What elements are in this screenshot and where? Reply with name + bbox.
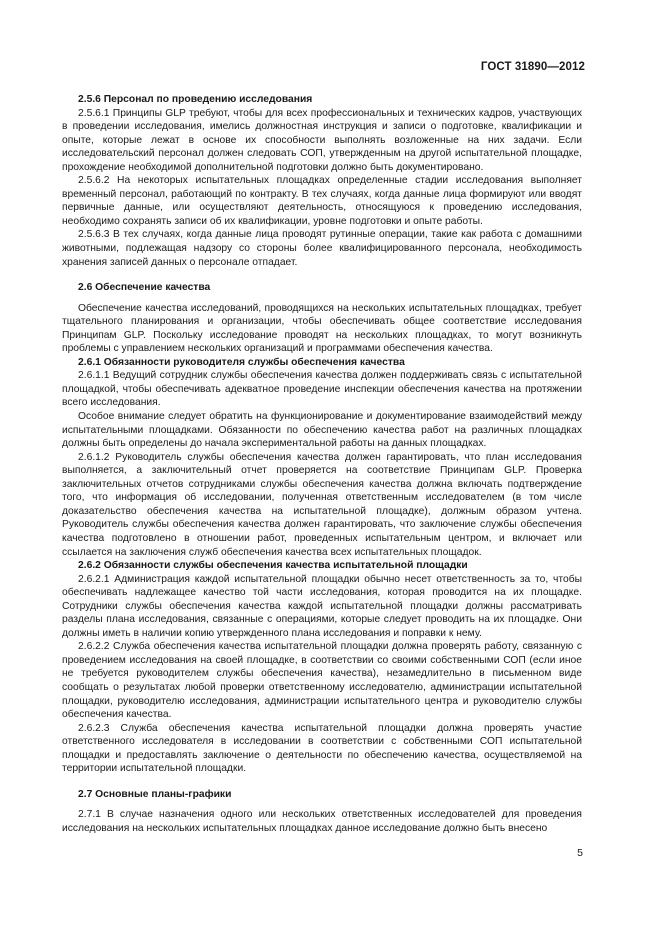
paragraph-2-6-1-1: 2.6.1.1 Ведущий сотрудник службы обеспечения качества должен поддерживать связь с испытательной площадкой, чтобы обеспечивать адекватное проведение инспекции обеспечения качества на протяжении всего исследования. — [62, 370, 582, 409]
paragraph-2-6-1-1-note: Особое внимание следует обратить на функционирование и документирование взаимодействий между испытательными площадками. Обязанности по обеспечению качества работ на различных площадках должны быть определены до начала экспериментальной работы на данных площадках. — [62, 411, 582, 450]
section-heading-2-6-2: 2.6.2 Обязанности службы обеспечения качества испытательной площадки — [78, 560, 468, 572]
document-body — [62, 93, 582, 835]
paragraph-2-6-intro: Обеспечение качества исследований, проводящихся на нескольких испытательных площадках, требует тщательного планирования и организации, чтобы обеспечивать общее соответствие исследования Принципам GLP. Поскольку исследование проводят на нескольких площадках, то могут возникнуть проблемы с управлением нескольких организаций и программами обеспечения качества. — [62, 302, 582, 355]
paragraph-2-6-2-2: 2.6.2.2 Служба обеспечения качества испытательной площадки должна проверять работу, связанную с проведением исследования на своей площадке, в соответствии со своими собственными СОП (если иное не требуется руководителем службы обеспечения качества), незамедлительно в письменном виде сообщать о результатах любой проверки ответственному исследователю, администрации испытательной площадки, руководителю исследования, администрации испытательного центра и руководителю службы обеспечения качества. — [62, 641, 582, 721]
paragraph-2-5-6-2: 2.5.6.2 На некоторых испытательных площадках определенные стадии исследования выполняет временный персонал, работающий по контракту. В тех случаях, когда данные лица формируют или вводят первичные данные, или осуществляют деятельность, относящуюся к проведению исследования, необходимо сохранять записи об их квалификации, уровне подготовки и опыте работы. — [62, 175, 582, 227]
paragraph-2-7-1: 2.7.1 В случае назначения одного или нескольких ответственных исследователей для проведения исследования на нескольких испытательных площадках данное исследование должно быть внесено — [62, 809, 582, 834]
paragraph-2-5-6-3: 2.5.6.3 В тех случаях, когда данные лица проводят рутинные операции, такие как работа с домашними животными, подлежащая надзору со стороны более квалифицированного персонала, необходимость хранения записей данных о персонале отпадает. — [62, 229, 582, 268]
paragraph-2-5-6-1: 2.5.6.1 Принципы GLP требуют, чтобы для всех профессиональных и технических кадров, участвующих в проведении исследования, имелись должностная инструкция и записи о подготовке, квалификации и опыте, которые лежат в основе их способности выполнять возложенные на них задачи. Если исследовательский персонал должен следовать СОП, утвержденным на другой испытательной площадке, прохождение необходимой дополнительной подготовки должно быть документировано. — [62, 107, 582, 173]
section-heading-2-7: 2.7 Основные планы-графики — [78, 788, 232, 800]
section-heading-2-6-1: 2.6.1 Обязанности руководителя службы обеспечения качества — [78, 356, 405, 368]
paragraph-2-6-1-2: 2.6.1.2 Руководитель службы обеспечения качества должен гарантировать, что план исследования выполняется, а заключительный отчет проверяется на соответствие Принципам GLP. Проверка заключительных отчетов сотрудниками службы обеспечения качества должна включать подтверждение того, что информация об исследовании, полученная ответственным исследователем (в том числе доказательство обеспечения качества на испытательной площадке), должным образом учтена. Руководитель службы обеспечения качества должен гарантировать, что заключение службы обеспечения качества подготовлено в отношении работ, проведенных испытательным центром, и включает или ссылается на заключения служб обеспечения качества всех испытательных площадок. — [62, 451, 582, 558]
standard-number-header: ГОСТ 31890—2012 — [480, 61, 585, 73]
paragraph-2-6-2-3: 2.6.2.3 Служба обеспечения качества испытательной площадки должна проверять участие ответственного исследователя в исследовании в соответствии с собственными СОП испытательной площадки и предоставлять заключение о деятельности по обеспечению качества, осуществляемой на территории испытательной площадки. — [62, 722, 582, 775]
paragraph-2-6-2-1: 2.6.2.1 Администрация каждой испытательной площадки обычно несет ответственность за то, чтобы обеспечивать надлежащее качество той части исследования, которая проводится на их площадке. Сотрудники службы обеспечения качества каждой испытательной площадки должны рассматривать разделы плана исследования, связанные с операциями, которые следует проводить на их площадке. Они должны иметь в наличии копию утвержденного плана исследования и поправки к нему. — [62, 573, 582, 639]
section-heading-2-5-6: 2.5.6 Персонал по проведению исследования — [78, 94, 313, 105]
section-heading-2-6: 2.6 Обеспечение качества — [78, 282, 211, 294]
page-number: 5 — [577, 847, 583, 859]
